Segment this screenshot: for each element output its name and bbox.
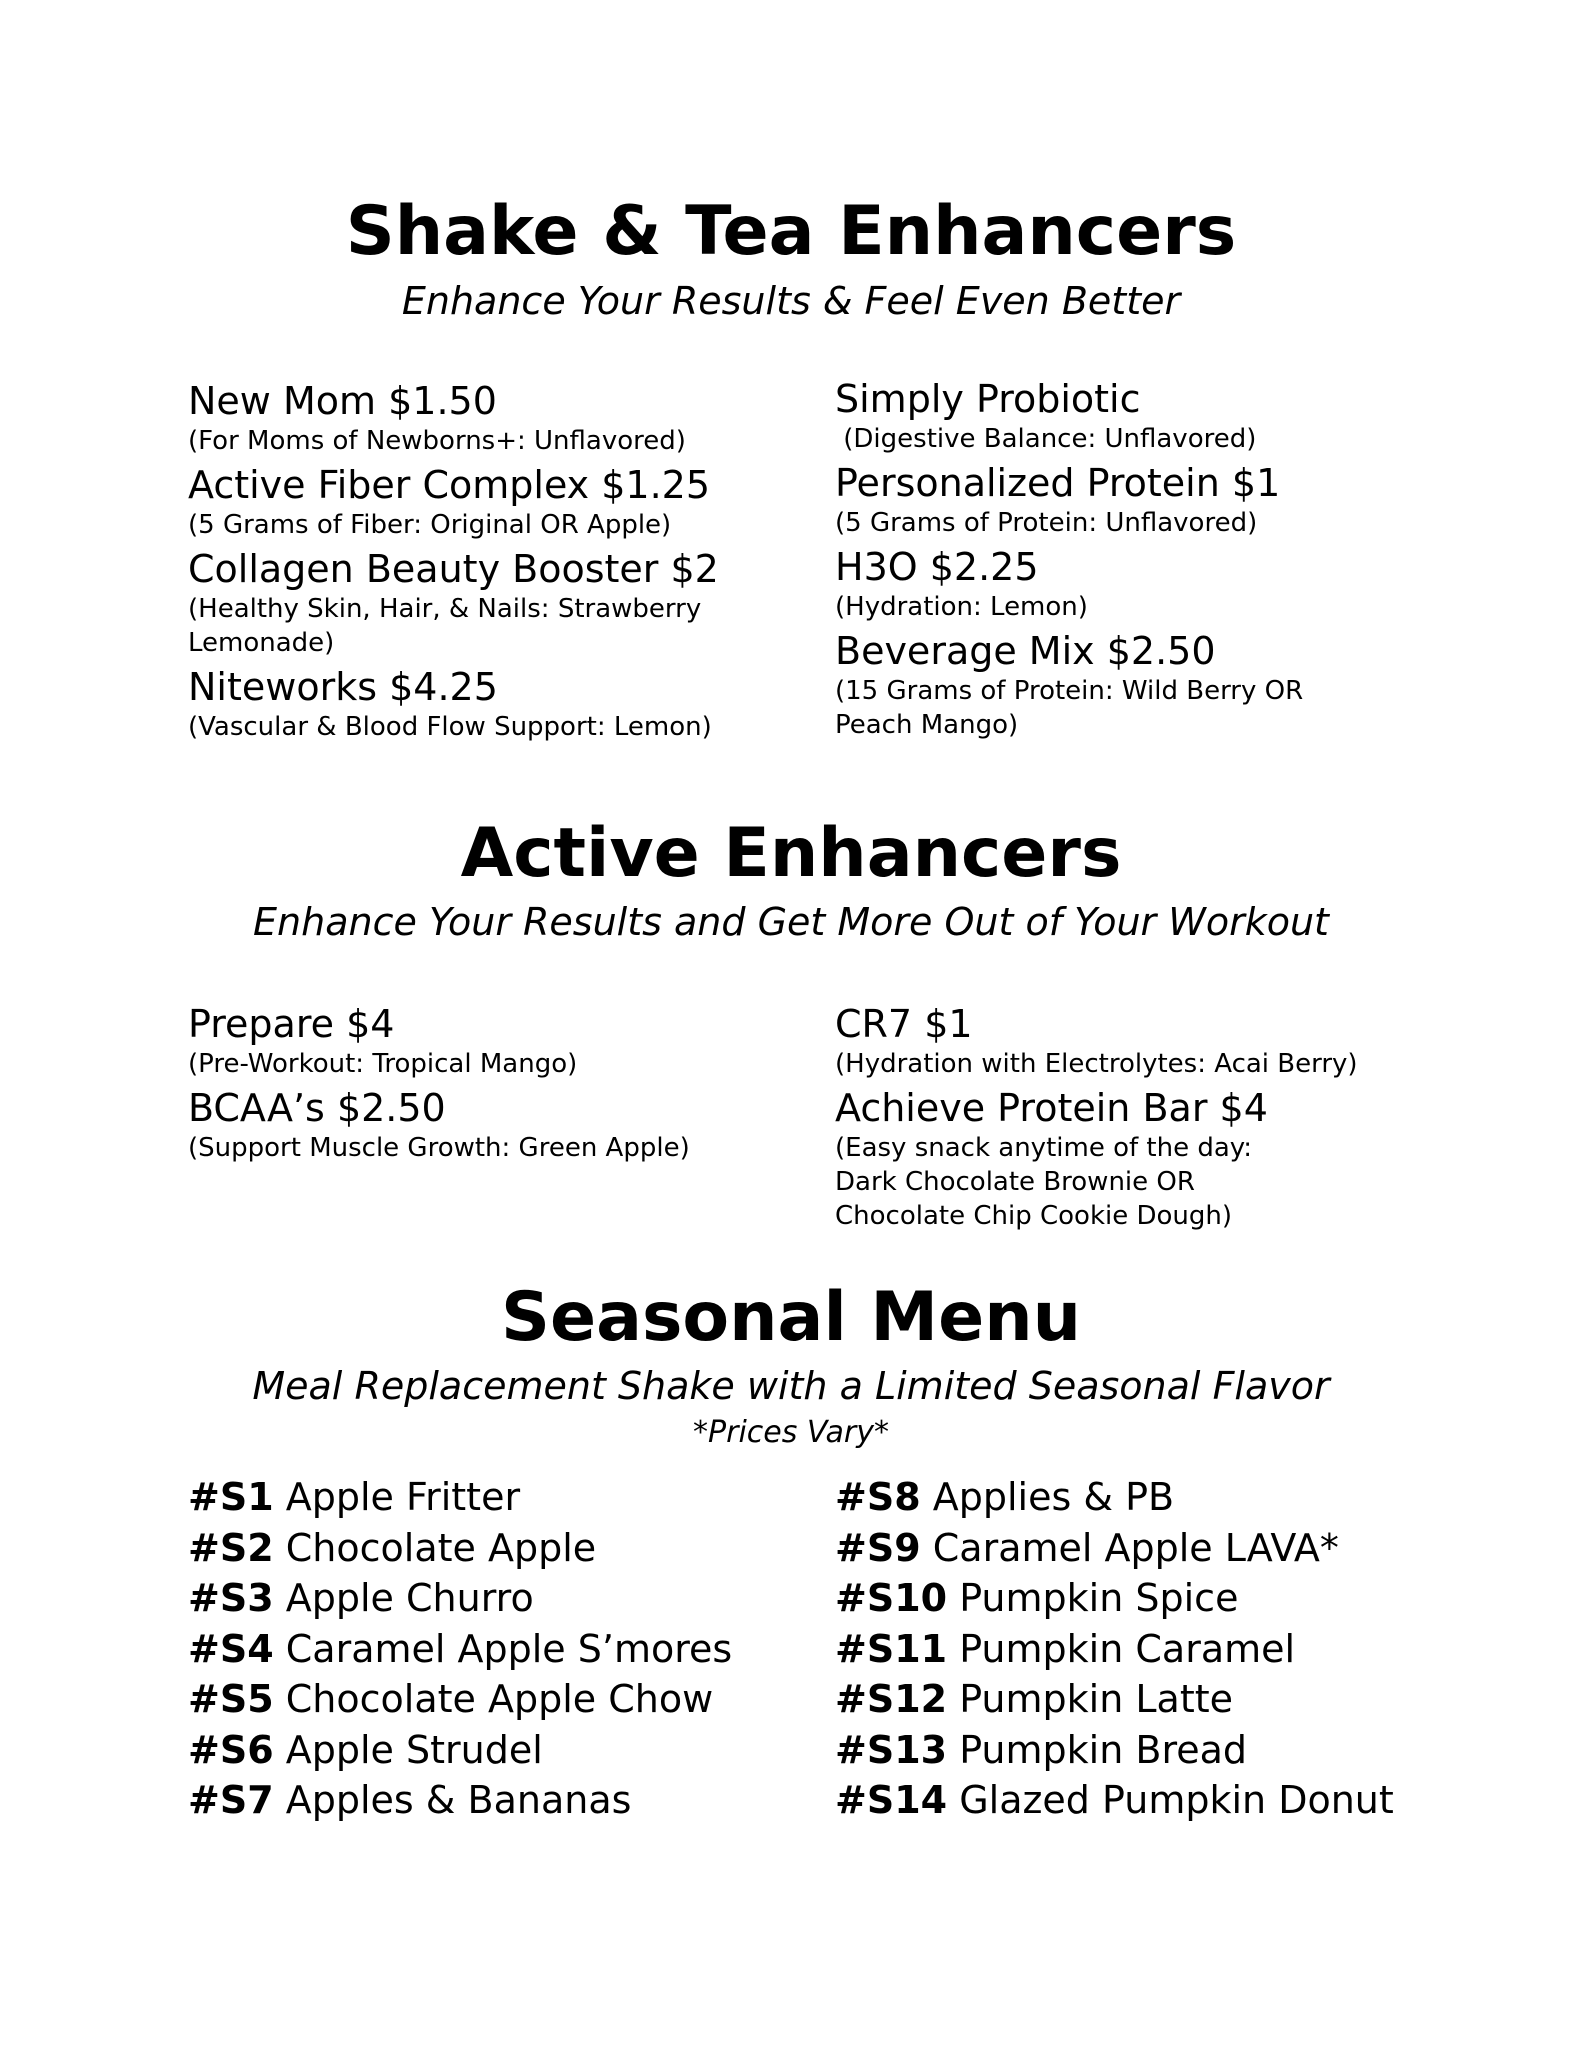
seasonal-right-column xyxy=(835,1472,1495,1826)
item-description: (For Moms of Newborns+: Unflavored) xyxy=(188,426,686,456)
seasonal-name: Pumpkin Latte xyxy=(959,1677,1234,1721)
item-name: Achieve Protein Bar $4 xyxy=(835,1086,1268,1130)
seasonal-name: Applies & PB xyxy=(932,1475,1175,1519)
seasonal-code: #S9 xyxy=(835,1525,921,1570)
shake-tea-left-column xyxy=(188,378,788,748)
seasonal-code: #S4 xyxy=(188,1626,274,1671)
section-title-active: Active Enhancers xyxy=(460,814,1122,893)
item-name: H3O $2.25 xyxy=(835,545,1039,589)
item-name: Beverage Mix $2.50 xyxy=(835,629,1216,673)
item-name: Collagen Beauty Booster $2 xyxy=(188,547,719,591)
menu-item xyxy=(188,1085,808,1165)
item-name: Niteworks $4.25 xyxy=(188,665,498,709)
item-description: (Healthy Skin, Hair, & Nails: Strawberry Lemonade) xyxy=(188,594,702,658)
section-subtitle-shake-tea: Enhance Your Results & Feel Even Better xyxy=(401,279,1181,323)
seasonal-code: #S8 xyxy=(835,1475,921,1519)
active-left-column xyxy=(188,1001,808,1169)
prices-vary-note: *Prices Vary* xyxy=(693,1415,889,1450)
seasonal-item xyxy=(188,1472,808,1523)
item-description: (Digestive Balance: Unflavored) xyxy=(835,424,1257,454)
item-name: New Mom $1.50 xyxy=(188,379,497,423)
seasonal-item xyxy=(835,1472,1495,1523)
item-description: (Support Muscle Growth: Green Apple) xyxy=(188,1133,690,1163)
item-description: (5 Grams of Protein: Unflavored) xyxy=(835,508,1258,538)
seasonal-item xyxy=(188,1775,808,1826)
seasonal-name: Chocolate Apple xyxy=(285,1525,597,1570)
seasonal-name: Apple Churro xyxy=(285,1576,534,1620)
item-description: (5 Grams of Fiber: Original OR Apple) xyxy=(188,510,672,540)
seasonal-code: #S7 xyxy=(188,1778,274,1822)
item-description: (Hydration with Electrolytes: Acai Berry) xyxy=(835,1049,1358,1079)
menu-item xyxy=(835,376,1475,456)
seasonal-code: #S14 xyxy=(835,1778,948,1822)
item-name: BCAA’s $2.50 xyxy=(188,1086,446,1130)
menu-item xyxy=(188,546,788,660)
seasonal-code: #S11 xyxy=(835,1626,948,1671)
seasonal-code: #S3 xyxy=(188,1576,274,1620)
seasonal-name: Caramel Apple S’mores xyxy=(285,1626,733,1671)
menu-item xyxy=(835,628,1475,742)
seasonal-item xyxy=(188,1725,808,1776)
seasonal-item xyxy=(835,1775,1495,1826)
seasonal-name: Glazed Pumpkin Donut xyxy=(959,1778,1394,1822)
item-description: (Vascular & Blood Flow Support: Lemon) xyxy=(188,712,712,742)
seasonal-left-column xyxy=(188,1472,808,1826)
item-name: Personalized Protein $1 xyxy=(835,461,1281,505)
section-title-seasonal: Seasonal Menu xyxy=(500,1278,1082,1357)
seasonal-code: #S1 xyxy=(188,1475,274,1519)
item-name: Simply Probiotic xyxy=(835,377,1141,421)
item-description: (15 Grams of Protein: Wild Berry OR Peach Mango) xyxy=(835,676,1304,740)
item-name: CR7 $1 xyxy=(835,1002,973,1046)
menu-item xyxy=(188,664,788,744)
shake-tea-right-column xyxy=(835,376,1475,746)
item-description: (Easy snack anytime of the day: Dark Chocolate Brownie OR Chocolate Chip Cookie Dough) xyxy=(835,1133,1253,1231)
seasonal-item xyxy=(835,1725,1495,1776)
seasonal-name: Pumpkin Bread xyxy=(959,1727,1248,1772)
menu-item xyxy=(835,460,1475,540)
seasonal-name: Apple Fritter xyxy=(285,1475,521,1519)
active-right-column xyxy=(835,1001,1475,1237)
seasonal-item xyxy=(835,1523,1495,1574)
seasonal-code: #S12 xyxy=(835,1677,948,1721)
seasonal-code: #S5 xyxy=(188,1677,274,1721)
section-subtitle-active: Enhance Your Results and Get More Out of Your Workout xyxy=(253,900,1329,944)
seasonal-code: #S10 xyxy=(835,1576,948,1620)
seasonal-item xyxy=(188,1523,808,1574)
seasonal-name: Apple Strudel xyxy=(285,1727,543,1772)
menu-item xyxy=(188,462,788,542)
item-description: (Pre-Workout: Tropical Mango) xyxy=(188,1049,578,1079)
seasonal-item xyxy=(835,1624,1495,1675)
seasonal-code: #S2 xyxy=(188,1525,274,1570)
seasonal-code: #S6 xyxy=(188,1727,274,1772)
section-title-shake-tea: Shake & Tea Enhancers xyxy=(345,192,1237,271)
seasonal-name: Chocolate Apple Chow xyxy=(285,1677,714,1721)
section-subtitle-seasonal: Meal Replacement Shake with a Limited Seasonal Flavor xyxy=(252,1364,1330,1408)
seasonal-name: Pumpkin Caramel xyxy=(959,1626,1296,1671)
seasonal-name: Apples & Bananas xyxy=(285,1778,632,1822)
seasonal-name: Pumpkin Spice xyxy=(959,1576,1239,1620)
menu-item xyxy=(835,1001,1475,1081)
seasonal-item xyxy=(835,1674,1495,1725)
item-name: Prepare $4 xyxy=(188,1002,395,1046)
seasonal-item xyxy=(188,1573,808,1624)
seasonal-name: Caramel Apple LAVA* xyxy=(932,1525,1339,1570)
item-name: Active Fiber Complex $1.25 xyxy=(188,463,711,507)
menu-item xyxy=(188,1001,808,1081)
menu-item xyxy=(835,1085,1475,1233)
seasonal-item xyxy=(188,1624,808,1675)
item-description: (Hydration: Lemon) xyxy=(835,592,1088,622)
seasonal-item xyxy=(188,1674,808,1725)
menu-item xyxy=(188,378,788,458)
menu-item xyxy=(835,544,1475,624)
seasonal-item xyxy=(835,1573,1495,1624)
seasonal-code: #S13 xyxy=(835,1727,948,1772)
